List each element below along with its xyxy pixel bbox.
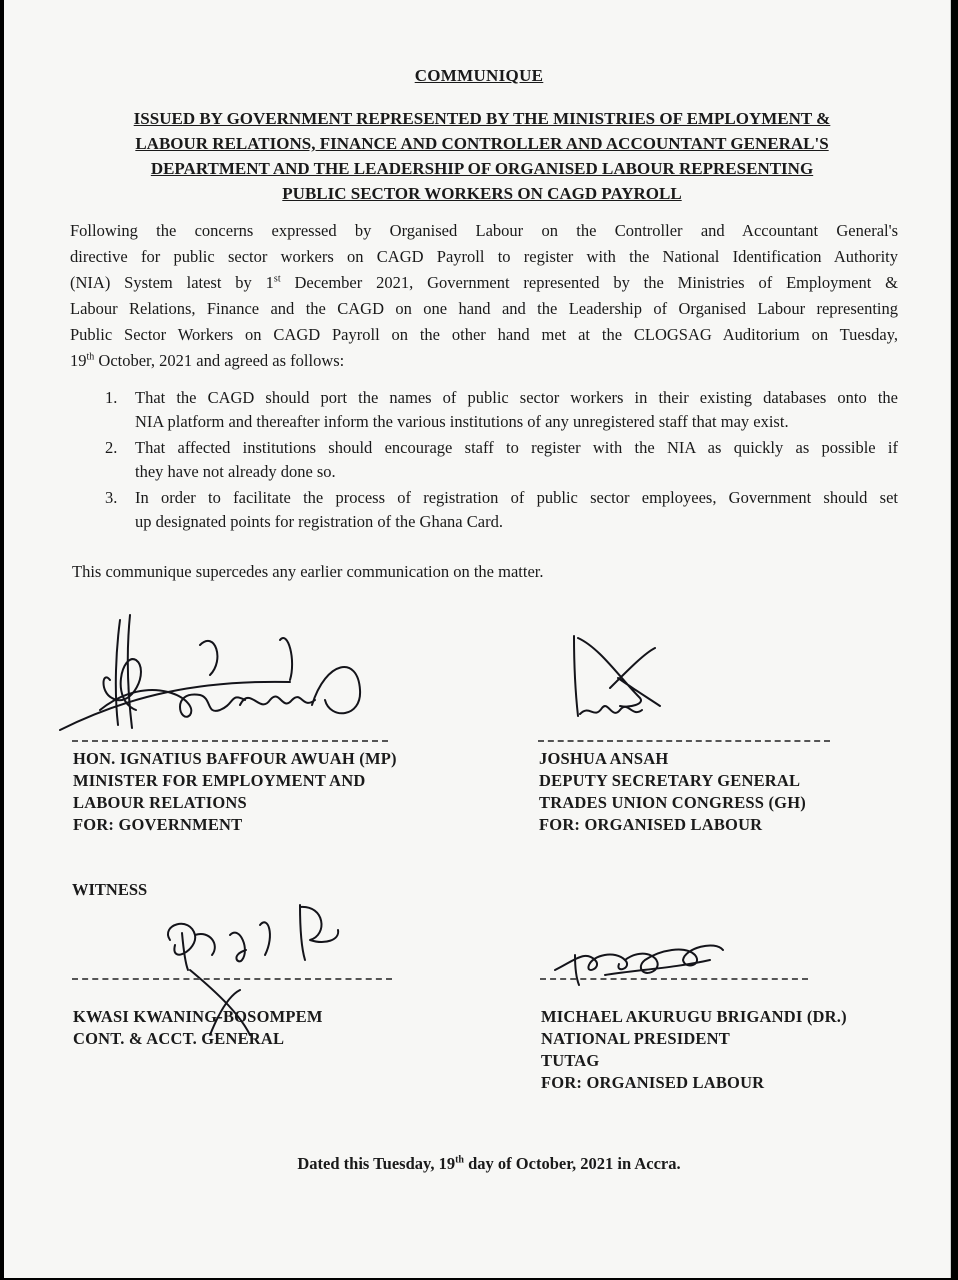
signatory-name: JOSHUA ANSAH — [539, 749, 669, 768]
supersede-note: This communique supercedes any earlier communication on the matter. — [72, 562, 544, 581]
signatory-name: MICHAEL AKURUGU BRIGANDI (DR.) — [541, 1007, 847, 1026]
item-number: 3. — [105, 488, 118, 507]
signature-minister — [40, 600, 380, 740]
signatory-name: KWASI KWANING-BOSOMPEM — [73, 1007, 323, 1026]
signatory-title: LABOUR RELATIONS — [73, 793, 247, 812]
intro-line — [70, 348, 898, 374]
signature-line-cagd — [72, 978, 392, 980]
signatory-title: MINISTER FOR EMPLOYMENT AND — [73, 771, 366, 790]
item-text: That the CAGD should port the names of public sector workers in their existing databases onto the — [135, 388, 898, 407]
tutag-signatory — [541, 1006, 847, 1094]
item-number: 1. — [105, 388, 118, 407]
signature-line-tuc — [538, 740, 830, 742]
intro-line: Labour Relations, Finance and the CAGD on one hand and the Leadership of Organised Labour representing — [70, 299, 898, 318]
list-item — [105, 436, 898, 484]
item-text: they have not already done so. — [135, 462, 336, 481]
intro-line: directive for public sector workers on CAGD Payroll to register with the National Identification Authority — [70, 247, 898, 266]
item-text: That affected institutions should encourage staff to register with the NIA as quickly as possible if — [135, 438, 898, 457]
intro-paragraph — [70, 218, 898, 374]
intro-line — [70, 270, 898, 296]
ordinal-suffix: th — [86, 351, 95, 363]
intro-line: Public Sector Workers on CAGD Payroll on the other hand met at the CLOGSAG Auditorium on Tuesday, — [70, 325, 898, 344]
item-number: 2. — [105, 438, 118, 457]
document-title: COMMUNIQUE — [414, 66, 544, 85]
signatory-title: TRADES UNION CONGRESS (GH) — [539, 793, 806, 812]
signatory-affiliation: FOR: ORGANISED LABOUR — [539, 815, 763, 834]
signature-line-tutag — [540, 978, 808, 980]
dated-text: day of October, 2021 in Accra. — [464, 1154, 681, 1173]
heading-line: DEPARTMENT AND THE LEADERSHIP OF ORGANISED LABOUR REPRESENTING — [150, 159, 814, 178]
intro-text: 19 — [70, 351, 87, 370]
intro-text: (NIA) System latest by 1 — [70, 273, 274, 292]
intro-text: December 2021, Government represented by the Ministries of Employment & — [280, 273, 898, 292]
tuc-signatory — [539, 748, 806, 836]
signature-tuc — [560, 628, 680, 728]
signatory-affiliation: FOR: GOVERNMENT — [73, 815, 243, 834]
document-heading — [82, 106, 882, 206]
item-text: In order to facilitate the process of registration of public sector employees, Government should set — [135, 488, 898, 507]
list-item — [105, 386, 898, 434]
list-item — [105, 486, 898, 534]
signatory-title: CONT. & ACCT. GENERAL — [73, 1029, 285, 1048]
signatory-title: NATIONAL PRESIDENT — [541, 1029, 730, 1048]
ordinal-suffix: th — [455, 1154, 464, 1166]
signatory-name: HON. IGNATIUS BAFFOUR AWUAH (MP) — [73, 749, 397, 768]
signatory-title: TUTAG — [541, 1051, 600, 1070]
signatory-title: DEPUTY SECRETARY GENERAL — [539, 771, 801, 790]
heading-line: LABOUR RELATIONS, FINANCE AND CONTROLLER AND ACCOUNTANT GENERAL'S — [135, 134, 829, 153]
heading-line: PUBLIC SECTOR WORKERS ON CAGD PAYROLL — [282, 184, 682, 203]
ordinal-suffix: st — [273, 273, 281, 285]
item-text: NIA platform and thereafter inform the various institutions of any unregistered staff that may exist. — [135, 412, 789, 431]
agreement-list — [105, 386, 898, 536]
signature-line-minister — [72, 740, 388, 742]
intro-text: October, 2021 and agreed as follows: — [94, 351, 345, 370]
signature-tutag — [545, 930, 745, 990]
item-text: up designated points for registration of the Ghana Card. — [135, 512, 503, 531]
cagd-signatory — [73, 1006, 323, 1050]
signatory-affiliation: FOR: ORGANISED LABOUR — [541, 1073, 765, 1092]
dated-line — [0, 1154, 958, 1174]
witness-label: WITNESS — [72, 880, 148, 899]
minister-signatory — [73, 748, 397, 836]
heading-line: ISSUED BY GOVERNMENT REPRESENTED BY THE MINISTRIES OF EMPLOYMENT & — [133, 109, 831, 128]
dated-text: Dated this Tuesday, 19 — [297, 1154, 456, 1173]
intro-line: Following the concerns expressed by Organised Labour on the Controller and Accountant General's — [70, 221, 898, 240]
